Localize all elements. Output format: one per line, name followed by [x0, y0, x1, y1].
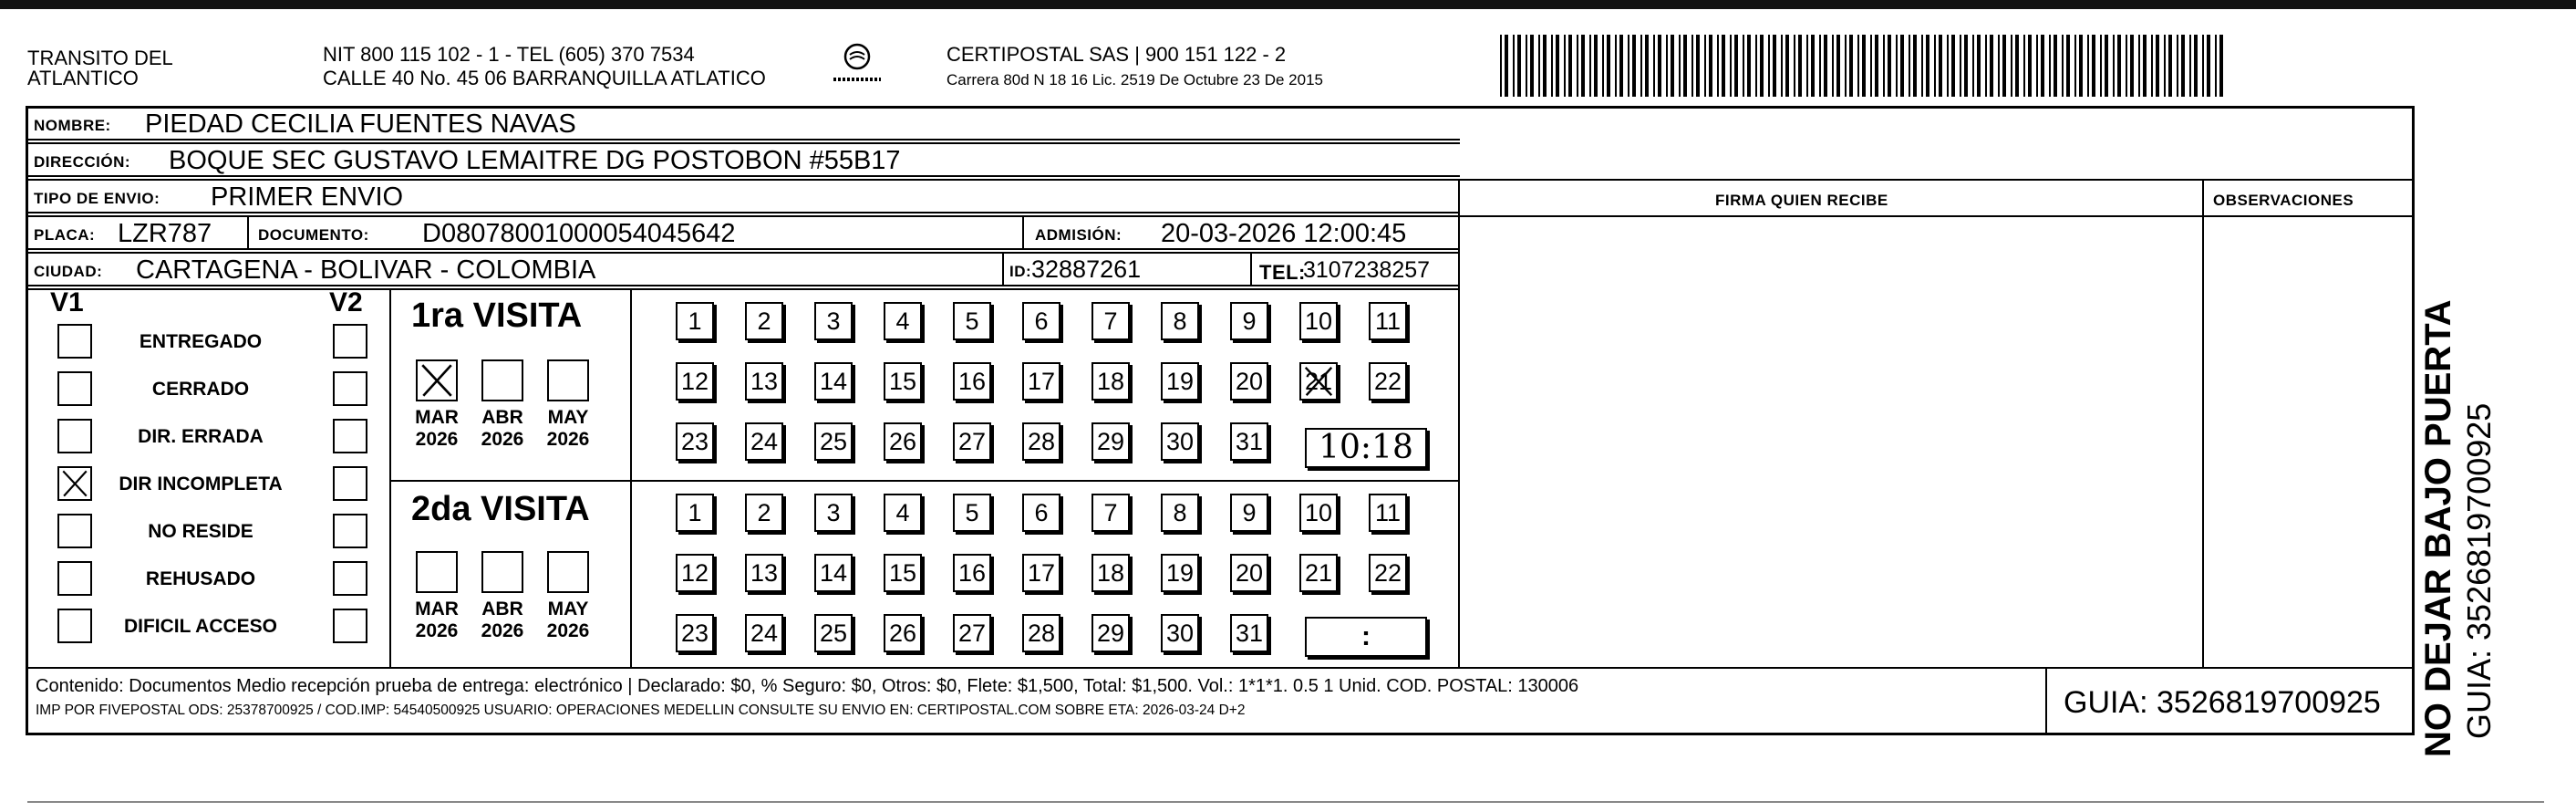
month-checkbox[interactable] — [416, 551, 458, 593]
delivery-form — [26, 106, 2415, 735]
documento-value: D08078001000054045642 — [422, 219, 736, 248]
day-box[interactable] — [814, 362, 853, 401]
documento-label: DOCUMENTO: — [258, 226, 369, 244]
firma-label: FIRMA QUIEN RECIBE — [1715, 192, 1888, 209]
month-year: 2026 — [546, 620, 590, 641]
day-box[interactable] — [884, 422, 922, 461]
month-label: MAR — [415, 599, 459, 619]
day-number: 11 — [1374, 307, 1402, 335]
day-number: 10 — [1304, 307, 1333, 335]
day-box[interactable] — [1091, 422, 1130, 461]
day-box[interactable] — [745, 494, 783, 532]
day-box[interactable] — [884, 302, 922, 340]
day-box[interactable] — [814, 614, 853, 652]
day-box[interactable] — [1230, 554, 1268, 592]
month-label: MAY — [547, 599, 589, 619]
day-number: 6 — [1034, 307, 1049, 335]
first-visit-title: 1ra VISITA — [411, 297, 583, 335]
ciudad-value: CARTAGENA - BOLIVAR - COLOMBIA — [136, 255, 596, 285]
day-number: 9 — [1242, 499, 1257, 526]
direccion-value: BOQUE SEC GUSTAVO LEMAITRE DG POSTOBON #55B17 — [169, 146, 901, 175]
header-org-line1: TRANSITO DEL — [27, 47, 173, 69]
v2-checkbox[interactable] — [333, 371, 367, 406]
day-box[interactable] — [1369, 362, 1407, 401]
day-box[interactable] — [1022, 422, 1060, 461]
day-box[interactable] — [1091, 554, 1130, 592]
day-box[interactable] — [1369, 554, 1407, 592]
v2-checkbox[interactable] — [333, 466, 367, 501]
month-label: MAY — [547, 407, 589, 428]
status-option-label: ENTREGADO — [139, 331, 263, 352]
day-box[interactable] — [953, 302, 991, 340]
day-box[interactable] — [1299, 554, 1338, 592]
day-box[interactable] — [814, 554, 853, 592]
day-number: 23 — [680, 428, 709, 455]
second-visit-time: : — [1361, 621, 1371, 651]
day-box[interactable] — [1091, 362, 1130, 401]
day-box[interactable] — [1022, 614, 1060, 652]
day-number: 1 — [688, 499, 702, 526]
month-year: 2026 — [415, 429, 459, 450]
day-box[interactable] — [884, 554, 922, 592]
tel-label: TEL: — [1259, 261, 1306, 284]
day-number: 13 — [750, 559, 779, 587]
tel-value: 3107238257 — [1303, 257, 1431, 283]
day-number: 21 — [1304, 368, 1333, 395]
day-box[interactable] — [1299, 362, 1338, 401]
day-number: 28 — [1027, 619, 1056, 647]
certipostal-logo — [830, 40, 885, 95]
day-box[interactable] — [884, 494, 922, 532]
day-number: 22 — [1373, 559, 1402, 587]
ciudad-label: CIUDAD: — [34, 263, 103, 280]
day-number: 12 — [680, 368, 709, 395]
month-checkbox[interactable] — [547, 551, 589, 593]
footer-guia: GUIA: 3526819700925 — [2064, 685, 2381, 720]
day-number: 26 — [888, 619, 917, 647]
day-number: 30 — [1165, 428, 1195, 455]
barcode — [1498, 35, 2228, 97]
status-option-label: DIR INCOMPLETA — [119, 474, 283, 494]
v2-checkbox[interactable] — [333, 514, 367, 548]
day-number: 9 — [1242, 307, 1257, 335]
day-box[interactable] — [953, 422, 991, 461]
day-box[interactable] — [1161, 422, 1199, 461]
day-number: 1 — [688, 307, 702, 335]
day-number: 7 — [1103, 499, 1118, 526]
header-nit-line1: NIT 800 115 102 - 1 - TEL (605) 370 7534 — [323, 43, 695, 66]
footer-line1: Contenido: Documentos Medio recepción prueba de entrega: electrónico | Declarado: $0, % Seguro: $0, Otros: $0, Flete: $1,500, Total: $1,500. Vol.: 1*1*1. 0.5 1 Unid. COD. POSTAL: 130006 — [36, 676, 1579, 696]
day-number: 27 — [957, 619, 987, 647]
day-box[interactable] — [1161, 362, 1199, 401]
day-number: 8 — [1173, 499, 1187, 526]
footer-line2: IMP POR FIVEPOSTAL ODS: 25378700925 / COD.IMP: 54540500925 USUARIO: OPERACIONES MEDELLIN CONSULTE SU ENVIO EN: CERTIPOSTAL.COM SOBRE ETA: 2026-03-24 D+2 — [36, 703, 1246, 718]
day-number: 22 — [1373, 368, 1402, 395]
day-box[interactable] — [676, 494, 714, 532]
day-box[interactable] — [1091, 614, 1130, 652]
month-label: MAR — [415, 407, 459, 428]
placa-value: LZR787 — [118, 219, 212, 248]
month-label: ABR — [481, 599, 523, 619]
day-box[interactable] — [953, 494, 991, 532]
day-box[interactable] — [884, 362, 922, 401]
day-number: 4 — [895, 499, 910, 526]
day-number: 31 — [1235, 619, 1264, 647]
day-box[interactable] — [1369, 302, 1407, 340]
month-checkbox[interactable] — [416, 359, 458, 401]
month-year: 2026 — [481, 429, 524, 450]
day-number: 13 — [750, 368, 779, 395]
month-year: 2026 — [546, 429, 590, 450]
day-number: 31 — [1235, 428, 1264, 455]
day-box[interactable] — [1161, 614, 1199, 652]
day-box[interactable] — [676, 614, 714, 652]
nombre-value: PIEDAD CECILIA FUENTES NAVAS — [145, 109, 576, 139]
day-number: 2 — [757, 307, 771, 335]
day-number: 29 — [1096, 619, 1125, 647]
day-number: 25 — [819, 428, 848, 455]
day-number: 17 — [1027, 368, 1056, 395]
day-box[interactable] — [745, 554, 783, 592]
admision-value: 20-03-2026 12:00:45 — [1161, 219, 1407, 248]
v1-label: V1 — [50, 287, 84, 318]
header-company-line1: CERTIPOSTAL SAS | 900 151 122 - 2 — [947, 43, 1287, 66]
month-year: 2026 — [415, 620, 459, 641]
second-visit-title: 2da VISITA — [411, 490, 590, 528]
day-number: 28 — [1027, 428, 1056, 455]
day-box[interactable] — [1230, 614, 1268, 652]
status-option-label: DIFICIL ACCESO — [123, 616, 277, 637]
month-checkbox[interactable] — [481, 551, 523, 593]
status-option-label: REHUSADO — [145, 568, 256, 589]
status-option-label: NO RESIDE — [148, 521, 253, 542]
v2-label: V2 — [329, 287, 363, 318]
day-number: 24 — [750, 619, 779, 647]
scan-edge-bottom — [27, 801, 2544, 803]
day-box[interactable] — [1369, 494, 1407, 532]
admision-label: ADMISIÓN: — [1035, 226, 1122, 244]
month-checkbox[interactable] — [547, 359, 589, 401]
month-checkbox[interactable] — [481, 359, 523, 401]
id-value: 32887261 — [1031, 255, 1142, 283]
day-number: 16 — [957, 368, 987, 395]
day-box[interactable] — [1230, 362, 1268, 401]
day-number: 19 — [1165, 368, 1195, 395]
tipo-envio-label: TIPO DE ENVIO: — [34, 190, 160, 207]
day-number: 2 — [757, 499, 771, 526]
day-box[interactable] — [814, 422, 853, 461]
side-text — [2416, 100, 2562, 757]
day-box[interactable] — [745, 614, 783, 652]
day-number: 21 — [1304, 559, 1333, 587]
direccion-label: DIRECCIÓN: — [34, 153, 131, 171]
day-box[interactable] — [1230, 494, 1268, 532]
day-box[interactable] — [1230, 302, 1268, 340]
day-number: 16 — [957, 559, 987, 587]
header-org-line2: ATLANTICO — [27, 67, 139, 89]
second-visit-time-box[interactable] — [1305, 617, 1427, 657]
day-box[interactable] — [1022, 362, 1060, 401]
day-box[interactable] — [1091, 302, 1130, 340]
day-number: 24 — [750, 428, 779, 455]
day-number: 14 — [819, 368, 848, 395]
day-number: 29 — [1096, 428, 1125, 455]
day-box[interactable] — [745, 302, 783, 340]
tipo-envio-value: PRIMER ENVIO — [211, 182, 404, 212]
day-number: 23 — [680, 619, 709, 647]
day-number: 7 — [1103, 307, 1118, 335]
day-box[interactable] — [1161, 302, 1199, 340]
side-guia: GUIA: 3526819700925 — [2460, 402, 2498, 739]
day-box[interactable] — [953, 362, 991, 401]
day-number: 27 — [957, 428, 987, 455]
day-box[interactable] — [745, 362, 783, 401]
day-number: 6 — [1034, 499, 1049, 526]
first-visit-time: 10:18 — [1319, 429, 1413, 466]
header-nit-line2: CALLE 40 No. 45 06 BARRANQUILLA ATLATICO — [323, 67, 766, 89]
day-box[interactable] — [1161, 554, 1199, 592]
day-box[interactable] — [745, 422, 783, 461]
v2-checkbox[interactable] — [333, 419, 367, 453]
day-box[interactable] — [1022, 494, 1060, 532]
status-option-label: DIR. ERRADA — [138, 426, 264, 447]
day-number: 15 — [888, 368, 917, 395]
month-year: 2026 — [481, 620, 524, 641]
status-option-label: CERRADO — [151, 379, 250, 400]
day-box[interactable] — [1161, 494, 1199, 532]
first-visit-time-box[interactable] — [1305, 428, 1427, 468]
day-box[interactable] — [953, 554, 991, 592]
day-number: 18 — [1096, 368, 1125, 395]
day-box[interactable] — [1022, 302, 1060, 340]
id-label: ID: — [1009, 263, 1032, 280]
day-box[interactable] — [884, 614, 922, 652]
day-number: 19 — [1165, 559, 1195, 587]
header-company-line2: Carrera 80d N 18 16 Lic. 2519 De Octubre 23 De 2015 — [947, 71, 1323, 88]
day-number: 3 — [826, 307, 841, 335]
day-box[interactable] — [1299, 302, 1338, 340]
day-number: 15 — [888, 559, 917, 587]
day-number: 12 — [680, 559, 709, 587]
v2-checkbox[interactable] — [333, 609, 367, 643]
day-box[interactable] — [1091, 494, 1130, 532]
day-number: 20 — [1235, 368, 1264, 395]
day-number: 18 — [1096, 559, 1125, 587]
day-number: 11 — [1374, 499, 1402, 526]
day-box[interactable] — [1230, 422, 1268, 461]
nombre-label: NOMBRE: — [34, 117, 111, 134]
day-number: 10 — [1304, 499, 1333, 526]
placa-label: PLACA: — [34, 226, 96, 244]
day-number: 26 — [888, 428, 917, 455]
day-number: 20 — [1235, 559, 1264, 587]
day-number: 5 — [965, 307, 979, 335]
day-box[interactable] — [1022, 554, 1060, 592]
v2-checkbox[interactable] — [333, 561, 367, 596]
day-number: 17 — [1027, 559, 1056, 587]
v2-checkbox[interactable] — [333, 324, 367, 359]
month-label: ABR — [481, 407, 523, 428]
day-number: 30 — [1165, 619, 1195, 647]
day-box[interactable] — [676, 554, 714, 592]
day-number: 5 — [965, 499, 979, 526]
day-number: 3 — [826, 499, 841, 526]
day-number: 25 — [819, 619, 848, 647]
scan-edge-top — [0, 0, 2576, 9]
day-box[interactable] — [676, 422, 714, 461]
no-dejar-bajo-puerta: NO DEJAR BAJO PUERTA — [2418, 299, 2458, 757]
day-box[interactable] — [676, 302, 714, 340]
day-box[interactable] — [814, 302, 853, 340]
day-box[interactable] — [1299, 494, 1338, 532]
day-box[interactable] — [814, 494, 853, 532]
day-number: 8 — [1173, 307, 1187, 335]
day-box[interactable] — [953, 614, 991, 652]
day-number: 14 — [819, 559, 848, 587]
observaciones-label: OBSERVACIONES — [2213, 192, 2354, 209]
day-number: 4 — [895, 307, 910, 335]
day-box[interactable] — [676, 362, 714, 401]
